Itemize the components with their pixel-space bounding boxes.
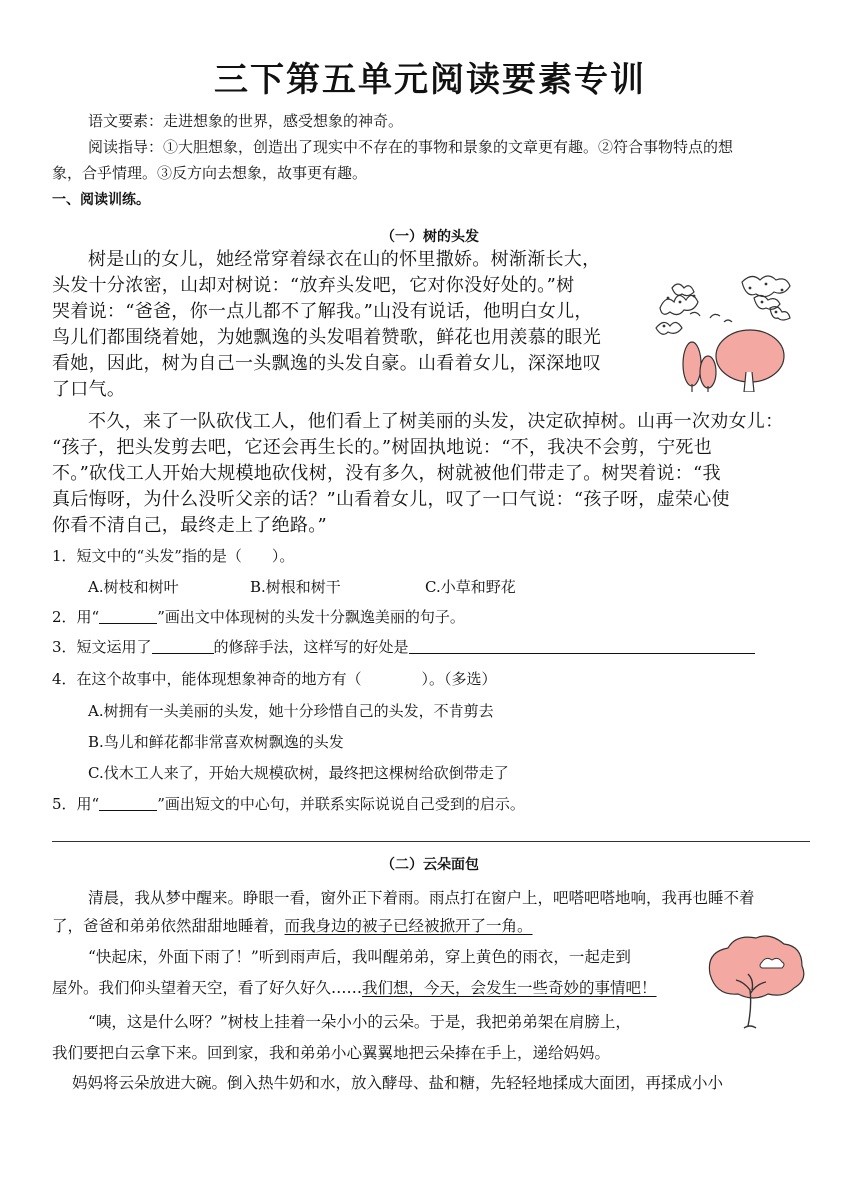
question-3 [52,636,755,658]
q4-option-c: C.伐木工人来了，开始大规模砍树，最终把这棵树给砍倒带走了 [88,764,509,782]
question-3-text-start: 3．短文运用了 [52,638,152,656]
story2-line [52,976,657,1000]
q1-option-a: A.树枝和树叶 [88,578,179,596]
story1-line: 了口气。 [52,379,126,400]
question-5-text-end: ”画出短文的中心句，并联系实际说说自己受到的启示。 [157,795,525,813]
story1-line: “孩子，把头发剪去吧，它还会再生长的。”树固执地说：“不，我决不会剪，宁死也 [52,437,713,458]
underline-sample-blank [99,794,157,811]
story1-line: 你看不清自己，最终走上了绝路。” [52,515,328,536]
tree-with-cloud-illustration [700,934,810,1030]
story2-line: “快起床，外面下雨了！”听到雨声后，我叫醒弟弟，穿上黄色的雨衣，一起走到 [88,948,631,966]
underlined-sentence: 我们想，今天，会发生一些奇妙的事情吧！ [362,979,657,997]
question-1: 1．短文中的“头发”指的是（ ）。 [52,547,295,565]
story2-line: 我们要把白云拿下来。回到家，我和弟弟小心翼翼地把云朵捧在手上，递给妈妈。 [52,1044,611,1062]
story2-line [52,914,533,938]
section-heading: 一、阅读训练。 [52,192,150,208]
answer-blank-benefit[interactable] [409,637,755,654]
story2-title: （二）云朵面包 [381,857,479,873]
story1-line: 头发十分浓密，山却对树说：“放弃头发吧，它对你没好处的。”树 [52,275,575,296]
tree-illustration [650,268,802,392]
story2-line-text: 屋外。我们仰头望着天空，看了好久好久…… [52,979,363,997]
reading-guide-text-cont: 象，合乎情理。③反方向去想象，故事更有趣。 [52,164,368,182]
q1-option-b: B.树根和树干 [250,578,341,596]
story1-title: （一）树的头发 [381,229,479,245]
question-3-text-end: 的修辞手法，这样写的好处是 [213,638,409,656]
question-2-text-start: 2．用“ [52,608,100,626]
story2-line: 妈妈将云朵放进大碗。倒入热牛奶和水，放入酵母、盐和糖，先轻轻地揉成大面团，再揉成小小 [72,1074,724,1092]
language-element-text: 语文要素：走进想象的世界，感受想象的神奇。 [88,112,404,130]
question-5-text-start: 5．用“ [52,795,100,813]
story1-line: 不。”砍伐工人开始大规模地砍伐树，没有多久，树就被他们带走了。树哭着说：“我 [52,463,721,484]
section-divider [52,841,810,842]
underlined-sentence: 而我身边的被子已经被掀开了一角。 [284,917,533,935]
story1-line: 哭着说：“爸爸，你一点儿都不了解我。”山没有说话，他明白女儿， [52,301,593,322]
story2-line: 清晨，我从梦中醒来。睁眼一看，窗外正下着雨。雨点打在窗户上，吧嗒吧嗒地响，我再也睡不着 [88,889,755,907]
question-4: 4．在这个故事中，能体现想象神奇的地方有（ ）。（多选） [52,670,497,688]
story2-line-text: 了，爸爸和弟弟依然甜甜地睡着， [52,917,285,935]
story1-line: 树是山的女儿，她经常穿着绿衣在山的怀里撒娇。树渐渐长大， [88,249,601,270]
q4-option-a: A.树拥有一头美丽的头发，她十分珍惜自己的头发，不肯剪去 [88,702,494,720]
question-2-text-end: ”画出文中体现树的头发十分飘逸美丽的句子。 [157,608,465,626]
question-5 [52,793,525,815]
story1-line: 真后悔呀，为什么没听父亲的话？”山看着女儿，叹了一口气说：“孩子呀，虚荣心使 [52,489,730,510]
q4-option-b: B.鸟儿和鲜花都非常喜欢树飘逸的头发 [88,733,344,751]
story1-line: 不久，来了一队砍伐工人，他们看上了树美丽的头发，决定砍掉树。山再一次劝女儿： [88,411,784,432]
underline-sample-blank [99,607,157,624]
story2-line: “咦，这是什么呀？”树枝上挂着一朵小小的云朵。于是，我把弟弟架在肩膀上， [88,1013,631,1031]
page-title: 三下第五单元阅读要素专训 [214,60,646,100]
story1-line: 看她，因此，树为自己一头飘逸的头发自豪。山看着女儿，深深地叹 [52,353,601,374]
story1-line: 鸟儿们都围绕着她，为她飘逸的头发唱着赞歌，鲜花也用羡慕的眼光 [52,327,601,348]
q1-option-c: C.小草和野花 [425,578,516,596]
question-2 [52,606,465,628]
reading-guide-text: 阅读指导：①大胆想象，创造出了现实中不存在的事物和景象的文章更有趣。②符合事物特点的想 [88,138,734,156]
answer-blank-rhetoric[interactable] [152,637,214,654]
